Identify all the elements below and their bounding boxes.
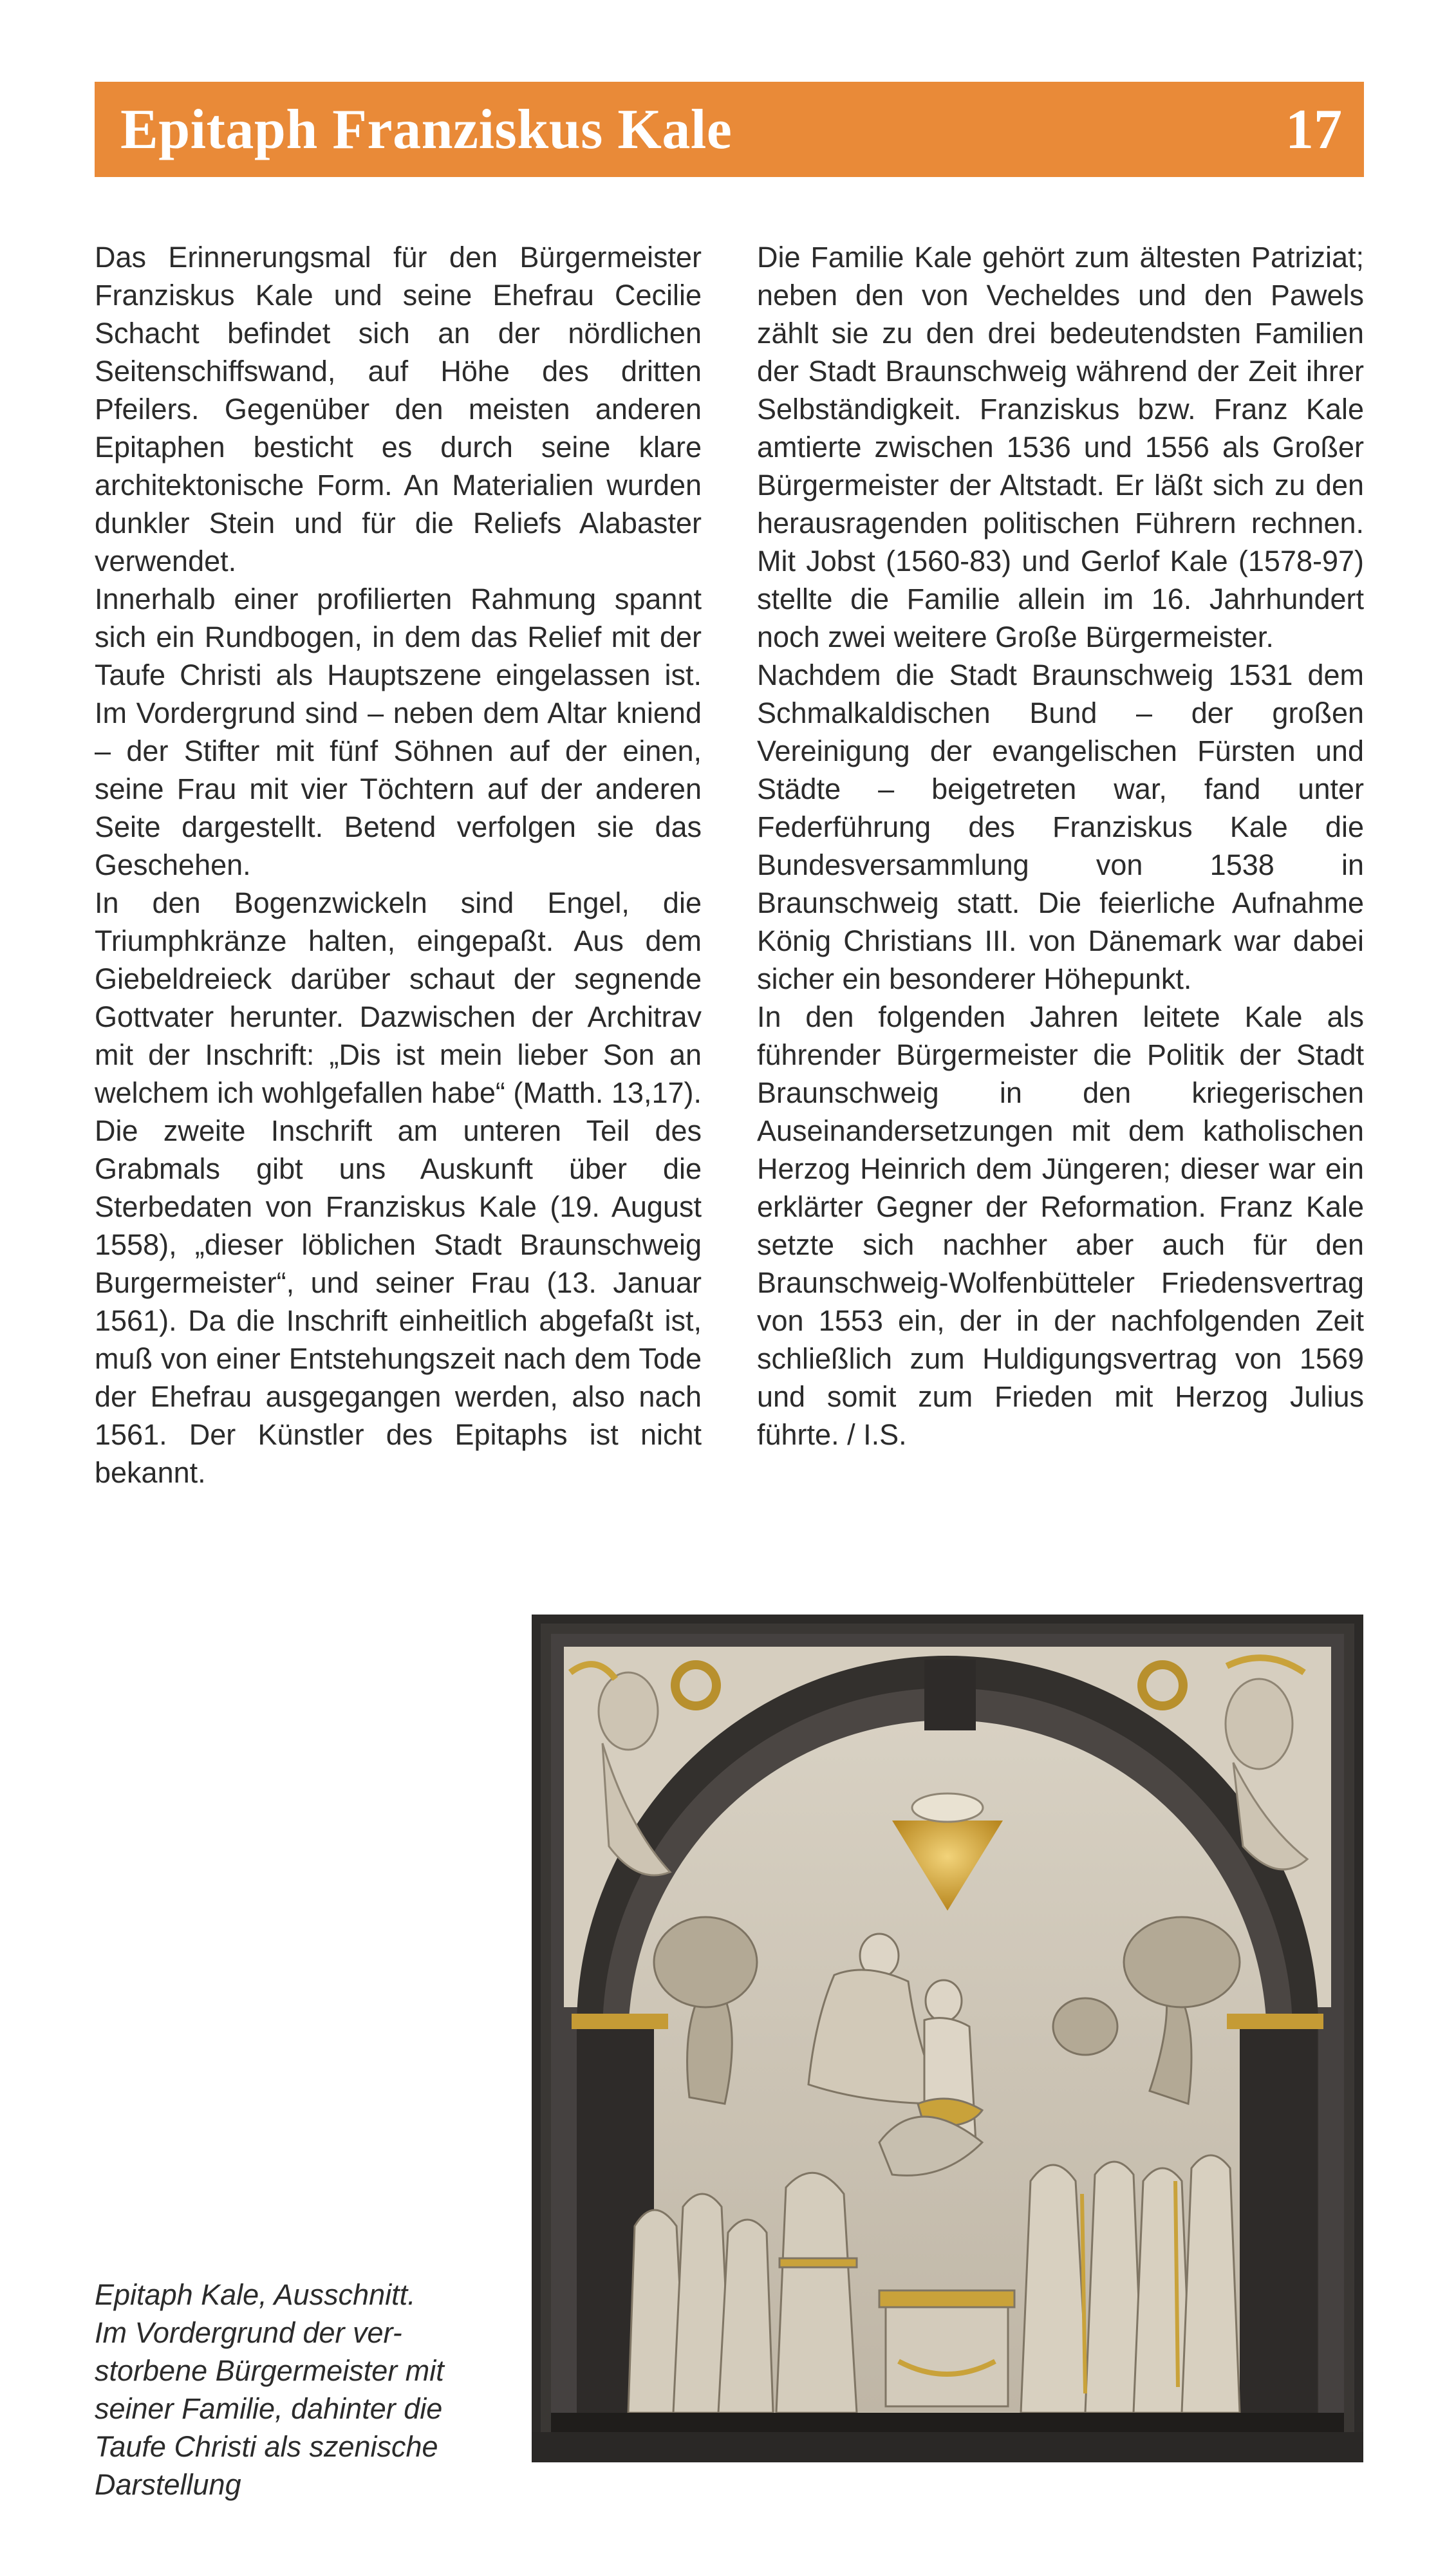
title-bar [95, 82, 1364, 177]
paragraph: Die Familie Kale gehört zum ältesten Patriziat; neben den von Vecheldes und den Pawels zählt sie zu den drei bedeutendsten Familien der Stadt Braunschweig während der Zeit ihrer Selbständigkeit. Franziskus bzw. Franz Kale amtierte zwischen 1536 und 1556 als Großer Bürgermeister der Altstadt. Er läßt sich zu den herausragenden politischen Führern rechnen. Mit Jobst (1560-83) und Gerlof Kale (1578-97) stellte die Familie allein im 16. Jahrhundert noch zwei weitere Große Bürgermeister. [757, 241, 1364, 653]
paragraph: In den Bogenzwickeln sind Engel, die Triumphkränze halten, eingepaßt. Aus dem Giebeldreieck darüber schaut der segnende Gottvater herunter. Dazwischen der Architrav mit der Inschrift: „Dis ist mein lieber Son an welchem ich wohlgefallen habe“ (Matth. 13,17). Die zweite Inschrift am unteren Teil des Grabmals gibt uns Auskunft über die Sterbedaten von Franziskus Kale (19. August 1558), „dieser löblichen Stadt Braunschweig Burgermeister“, und seiner Frau (13. Januar 1561). Da die Inschrift einheitlich abgefaßt ist, muß von einer Entstehungszeit nach dem Tode der Ehefrau ausgegangen werden, also nach 1561. Der Künstler des Epitaphs ist nicht bekannt. [95, 886, 702, 1489]
caption-line: storbene Bürgermeister mit [95, 2354, 444, 2387]
paragraph: Nachdem die Stadt Braunschweig 1531 dem Schmalkaldischen Bund – der großen Vereinigung der evangelischen Fürsten und Städte – beigetreten war, fand unter Federführung des Franziskus Kale die Bundesversammlung von 1538 in Braunschweig statt. Die feierliche Aufnahme König Christians III. von Dänemark war dabei sicher ein besonderer Höhepunkt. [757, 659, 1364, 995]
page-number: 17 [1285, 98, 1342, 161]
text-column-right [757, 238, 1364, 1454]
caption-line: Im Vordergrund der ver- [95, 2316, 402, 2349]
altar [879, 2290, 1014, 2406]
caption-line: Taufe Christi als szenische [95, 2430, 438, 2463]
caption-line: seiner Familie, dahinter die [95, 2392, 443, 2425]
figure-caption [95, 2276, 507, 2504]
page-title: Epitaph Franziskus Kale [120, 98, 733, 161]
epitaph-relief-photo [532, 1615, 1363, 2462]
caption-line: Epitaph Kale, Ausschnitt. [95, 2278, 416, 2311]
paragraph: In den folgenden Jahren leitete Kale als führender Bürgermeister die Politik der Stadt Braunschweig in den kriegerischen Auseinandersetzungen mit dem katholischen Herzog Heinrich dem Jüngeren; dieser war ein erklärter Gegner der Reformation. Franz Kale setzte sich nachher aber auch für den Braunschweig-Wolfenbütteler Friedensvertrag von 1553 ein, der in der nachfolgenden Zeit schließlich zum Huldigungsvertrag von 1569 und somit zum Frieden mit Herzog Julius führte. / I.S. [757, 1000, 1364, 1451]
text-column-left [95, 238, 702, 1492]
paragraph: Innerhalb einer profilierten Rahmung spannt sich ein Rundbogen, in dem das Relief mit der Taufe Christi als Hauptszene eingelassen ist. Im Vordergrund sind – neben dem Altar kniend – der Stifter mit fünf Söhnen auf der einen, seine Frau mit vier Töchtern auf der anderen Seite dargestellt. Betend verfolgen sie das Geschehen. [95, 583, 702, 881]
caption-line: Darstellung [95, 2468, 241, 2501]
kneeling-figures-right [1021, 2155, 1240, 2413]
paragraph: Das Erinnerungsmal für den Bürgermeister Franziskus Kale und seine Ehefrau Cecilie Schacht befindet sich an der nördlichen Seitenschiffswand, auf Höhe des dritten Pfeilers. Gegenüber den meisten anderen Epitaphen besticht es durch seine klare architektonische Form. An Materialien wurden dunkler Stein und für die Reliefs Alabaster verwendet. [95, 241, 702, 577]
